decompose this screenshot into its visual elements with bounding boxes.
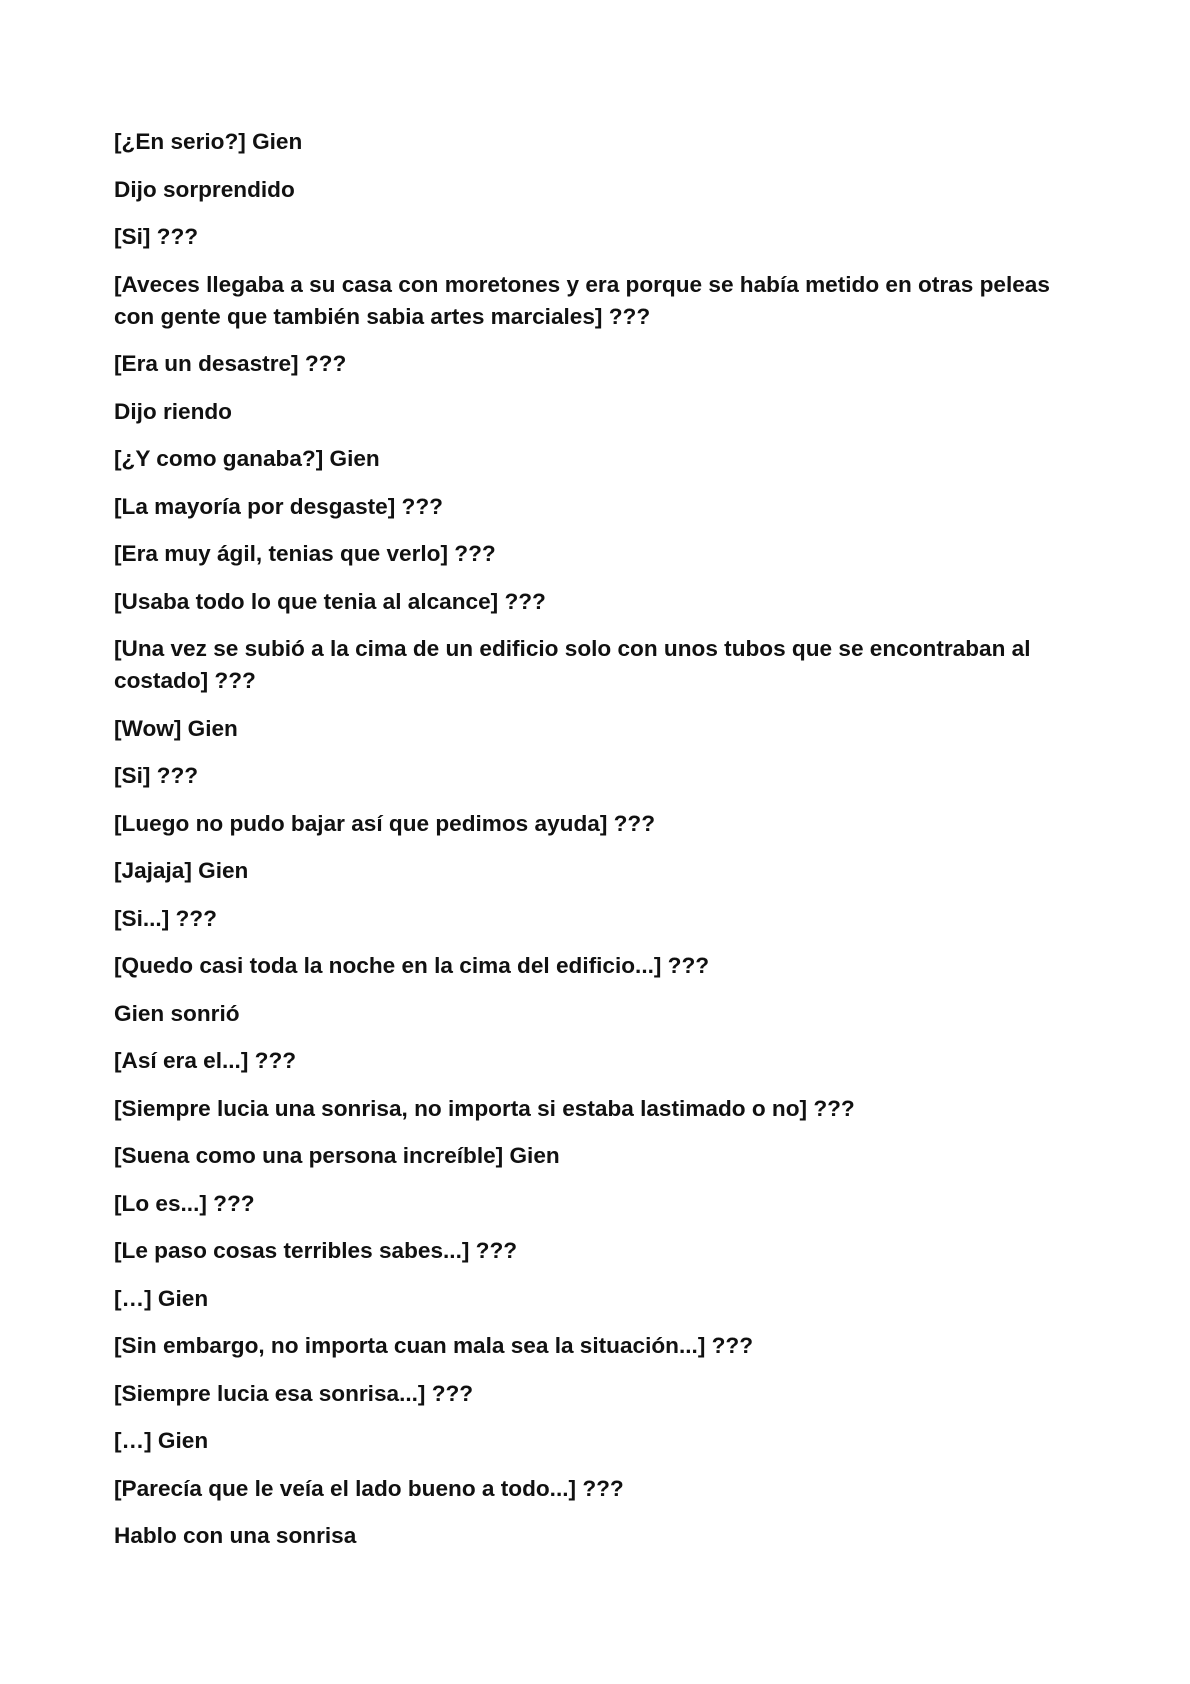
paragraph: […] Gien [114,1428,209,1453]
paragraph: [Siempre lucia una sonrisa, no importa si estaba lastimado o no] ??? [114,1095,855,1121]
paragraph: [Si] ??? [114,763,199,788]
paragraph: [Suena como una persona increíble] Gien [114,1143,560,1168]
paragraph: [Jajaja] Gien [114,858,249,883]
paragraph: [Si] ??? [114,224,199,249]
paragraph: Dijo riendo [114,398,232,424]
paragraph: [Aveces llegaba a su casa con moretones y era porque se había metido en otras peleas con gente que también sabia artes marciales] ??? [114,271,1050,329]
paragraph: Gien sonrió [114,1000,240,1026]
paragraph: [¿En serio?] Gien [114,129,303,154]
paragraph: Hablo con una sonrisa [114,1523,357,1548]
paragraph: [Wow] Gien [114,715,238,741]
paragraph: [Si...] ??? [114,905,217,931]
paragraph: [Así era el...] ??? [114,1048,297,1073]
paragraph: [¿Y como ganaba?] Gien [114,446,380,471]
paragraph: [Era muy ágil, tenias que verlo] ??? [114,541,496,566]
paragraph: [Siempre lucia esa sonrisa...] ??? [114,1380,474,1406]
paragraph: [Era un desastre] ??? [114,351,347,376]
paragraph: Dijo sorprendido [114,176,295,202]
paragraph: [Sin embargo, no importa cuan mala sea la situación...] ??? [114,1333,754,1358]
document-text-body [114,126,1074,1568]
paragraph: [Le paso cosas terribles sabes...] ??? [114,1238,518,1263]
paragraph: […] Gien [114,1285,209,1311]
paragraph: [Una vez se subió a la cima de un edificio solo con unos tubos que se encontraban al costado] ??? [114,636,1031,693]
paragraph: [Luego no pudo bajar así que pedimos ayuda] ??? [114,810,656,836]
paragraph: [Quedo casi toda la noche en la cima del edificio...] ??? [114,953,710,978]
paragraph: [La mayoría por desgaste] ??? [114,493,443,519]
paragraph: [Usaba todo lo que tenia al alcance] ??? [114,588,546,614]
paragraph: [Lo es...] ??? [114,1190,255,1216]
paragraph: [Parecía que le veía el lado bueno a todo...] ??? [114,1475,624,1501]
